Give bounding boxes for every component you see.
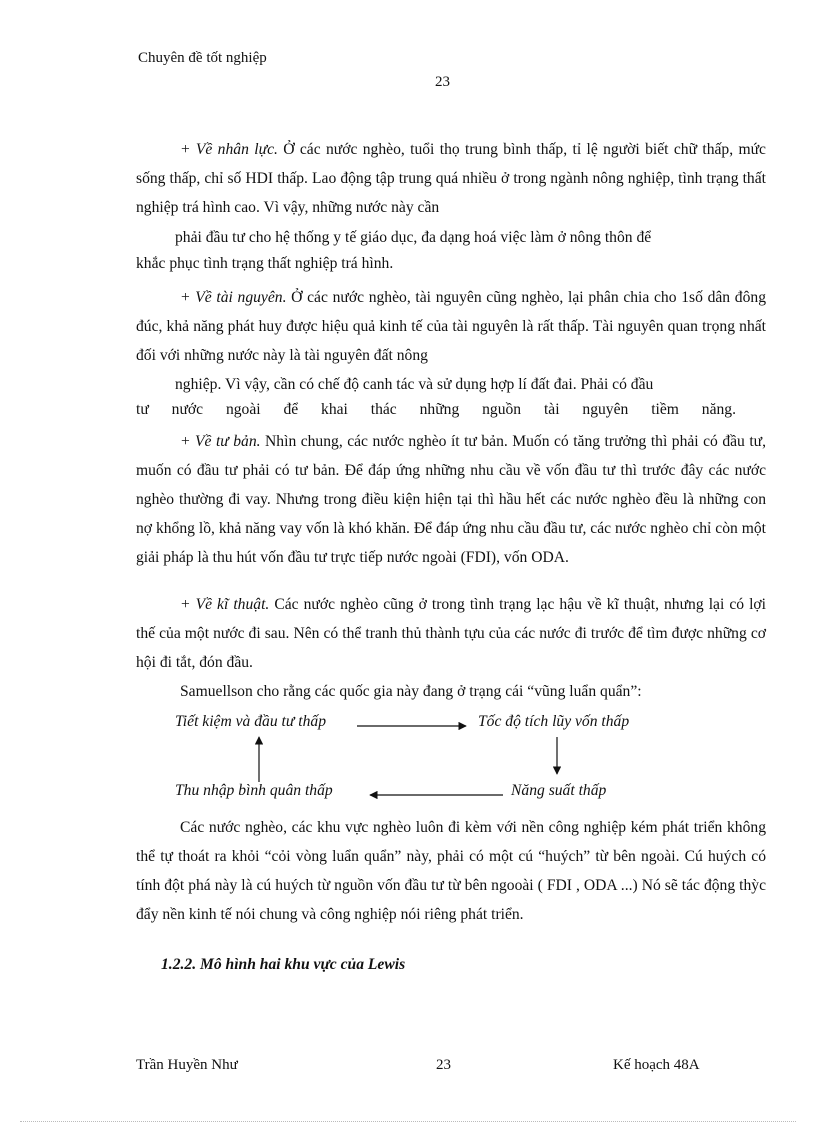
footer-plan: Kế hoạch 48A [613, 1057, 700, 1073]
label-tai-nguyen: + Về tài nguyên. [180, 289, 287, 306]
header-title: Chuyên đề tốt nghiệp [138, 50, 267, 66]
footer-divider [20, 1121, 796, 1122]
cycle-top-left: Tiết kiệm và đầu tư thấp [175, 713, 326, 730]
label-ki-thuat: + Về kĩ thuật. [180, 596, 270, 613]
text-tai-nguyen: Ở các nước nghèo, tài nguyên cũng nghèo, lại phân chia cho 1số dân đông đúc, khả năng phát huy được hiệu quả kinh tế của tài nguyên là rất thấp. Tài nguyên quan trọng nhất đối với những nước này là tài nguyên đất nông [136, 289, 766, 364]
paragraph-tai-nguyen-cont: nghiệp. Vì vậy, cần có chế độ canh tác và sử dụng hợp lí đất đai. Phải có đầu [175, 376, 654, 393]
label-nhan-luc: + Về nhân lực. [180, 141, 278, 158]
footer-page-number: 23 [436, 1057, 451, 1073]
cycle-bottom-left: Thu nhập bình quân thấp [175, 782, 333, 799]
footer-author: Trần Huyền Như [136, 1057, 238, 1073]
paragraph-samuelson: Samuellson cho rằng các quốc gia này đang ở trạng cái “vũng luẩn quẩn”: [180, 683, 642, 700]
cycle-top-right: Tốc độ tích lũy vốn thấp [478, 713, 630, 730]
text-ki-thuat: Các nước nghèo cũng ở trong tình trạng lạc hậu về kĩ thuật, nhưng lại có lợi thế của một nước đi sau. Nên có thể tranh thủ thành tựu của các nước đi trước để tìm được những cơ hội đi tắt, đón đầu. [136, 596, 766, 671]
header-page-number: 23 [435, 74, 450, 90]
paragraph-nhan-luc-cont2: khắc phục tình trạng thất nghiệp trá hình. [136, 255, 394, 272]
cycle-bottom-right: Năng suất thấp [511, 782, 607, 799]
label-tu-ban: + Về tư bản. [180, 433, 261, 450]
paragraph-tai-nguyen-cont2: tư nước ngoài để khai thác những nguồn tài nguyên tiềm năng. [136, 401, 736, 418]
text-tu-ban: Nhìn chung, các nước nghèo ít tư bản. Muốn có tăng trưởng thì phải có đầu tư, muốn có đầu tư phải có tư bản. Để đáp ứng những nhu cầu về vốn đầu tư thì trước đây các nước nghèo thường đi vay. Nhưng trong điều kiện hiện tại thì hầu hết các nước nghèo đều là những con nợ khổng lồ, khả năng vay vốn là khó khăn. Để đáp ứng nhu cầu đầu tư, các nước nghèo chỉ còn một giải pháp là thu hút vốn đầu tư trực tiếp nước ngoài (FDI), vốn ODA. [136, 433, 767, 566]
section-heading: 1.2.2. Mô hình hai khu vực của Lewis [161, 956, 406, 973]
paragraph-nhan-luc-cont: phải đầu tư cho hệ thống y tế giáo dục, đa dạng hoá việc làm ở nông thôn để [175, 229, 652, 246]
text-nhan-luc: Ở các nước nghèo, tuổi thọ trung bình thấp, tỉ lệ người biết chữ thấp, mức sống thấp, chỉ số HDI thấp. Lao động tập trung quá nhiều ở trong ngành nông nghiệp, tình trạng thất nghiệp trá hình cao. Vì vậy, những nước này cần [136, 141, 766, 216]
paragraph-closing: Các nước nghèo, các khu vực nghèo luôn đi kèm với nền công nghiệp kém phát triển không thể tự thoát ra khỏi “cỏi vòng luẩn quẩn” này, phải có một cú “huých” từ bên ngoài. Cú huých có tính đột phá này là cú huých từ nguồn vốn đầu tư từ bên ngooài ( FDI , ODA ...) Nó sẽ tác động thỳc đẩy nền kinh tế nói chung và công nghiệp nói riêng phát triển. [136, 819, 766, 923]
